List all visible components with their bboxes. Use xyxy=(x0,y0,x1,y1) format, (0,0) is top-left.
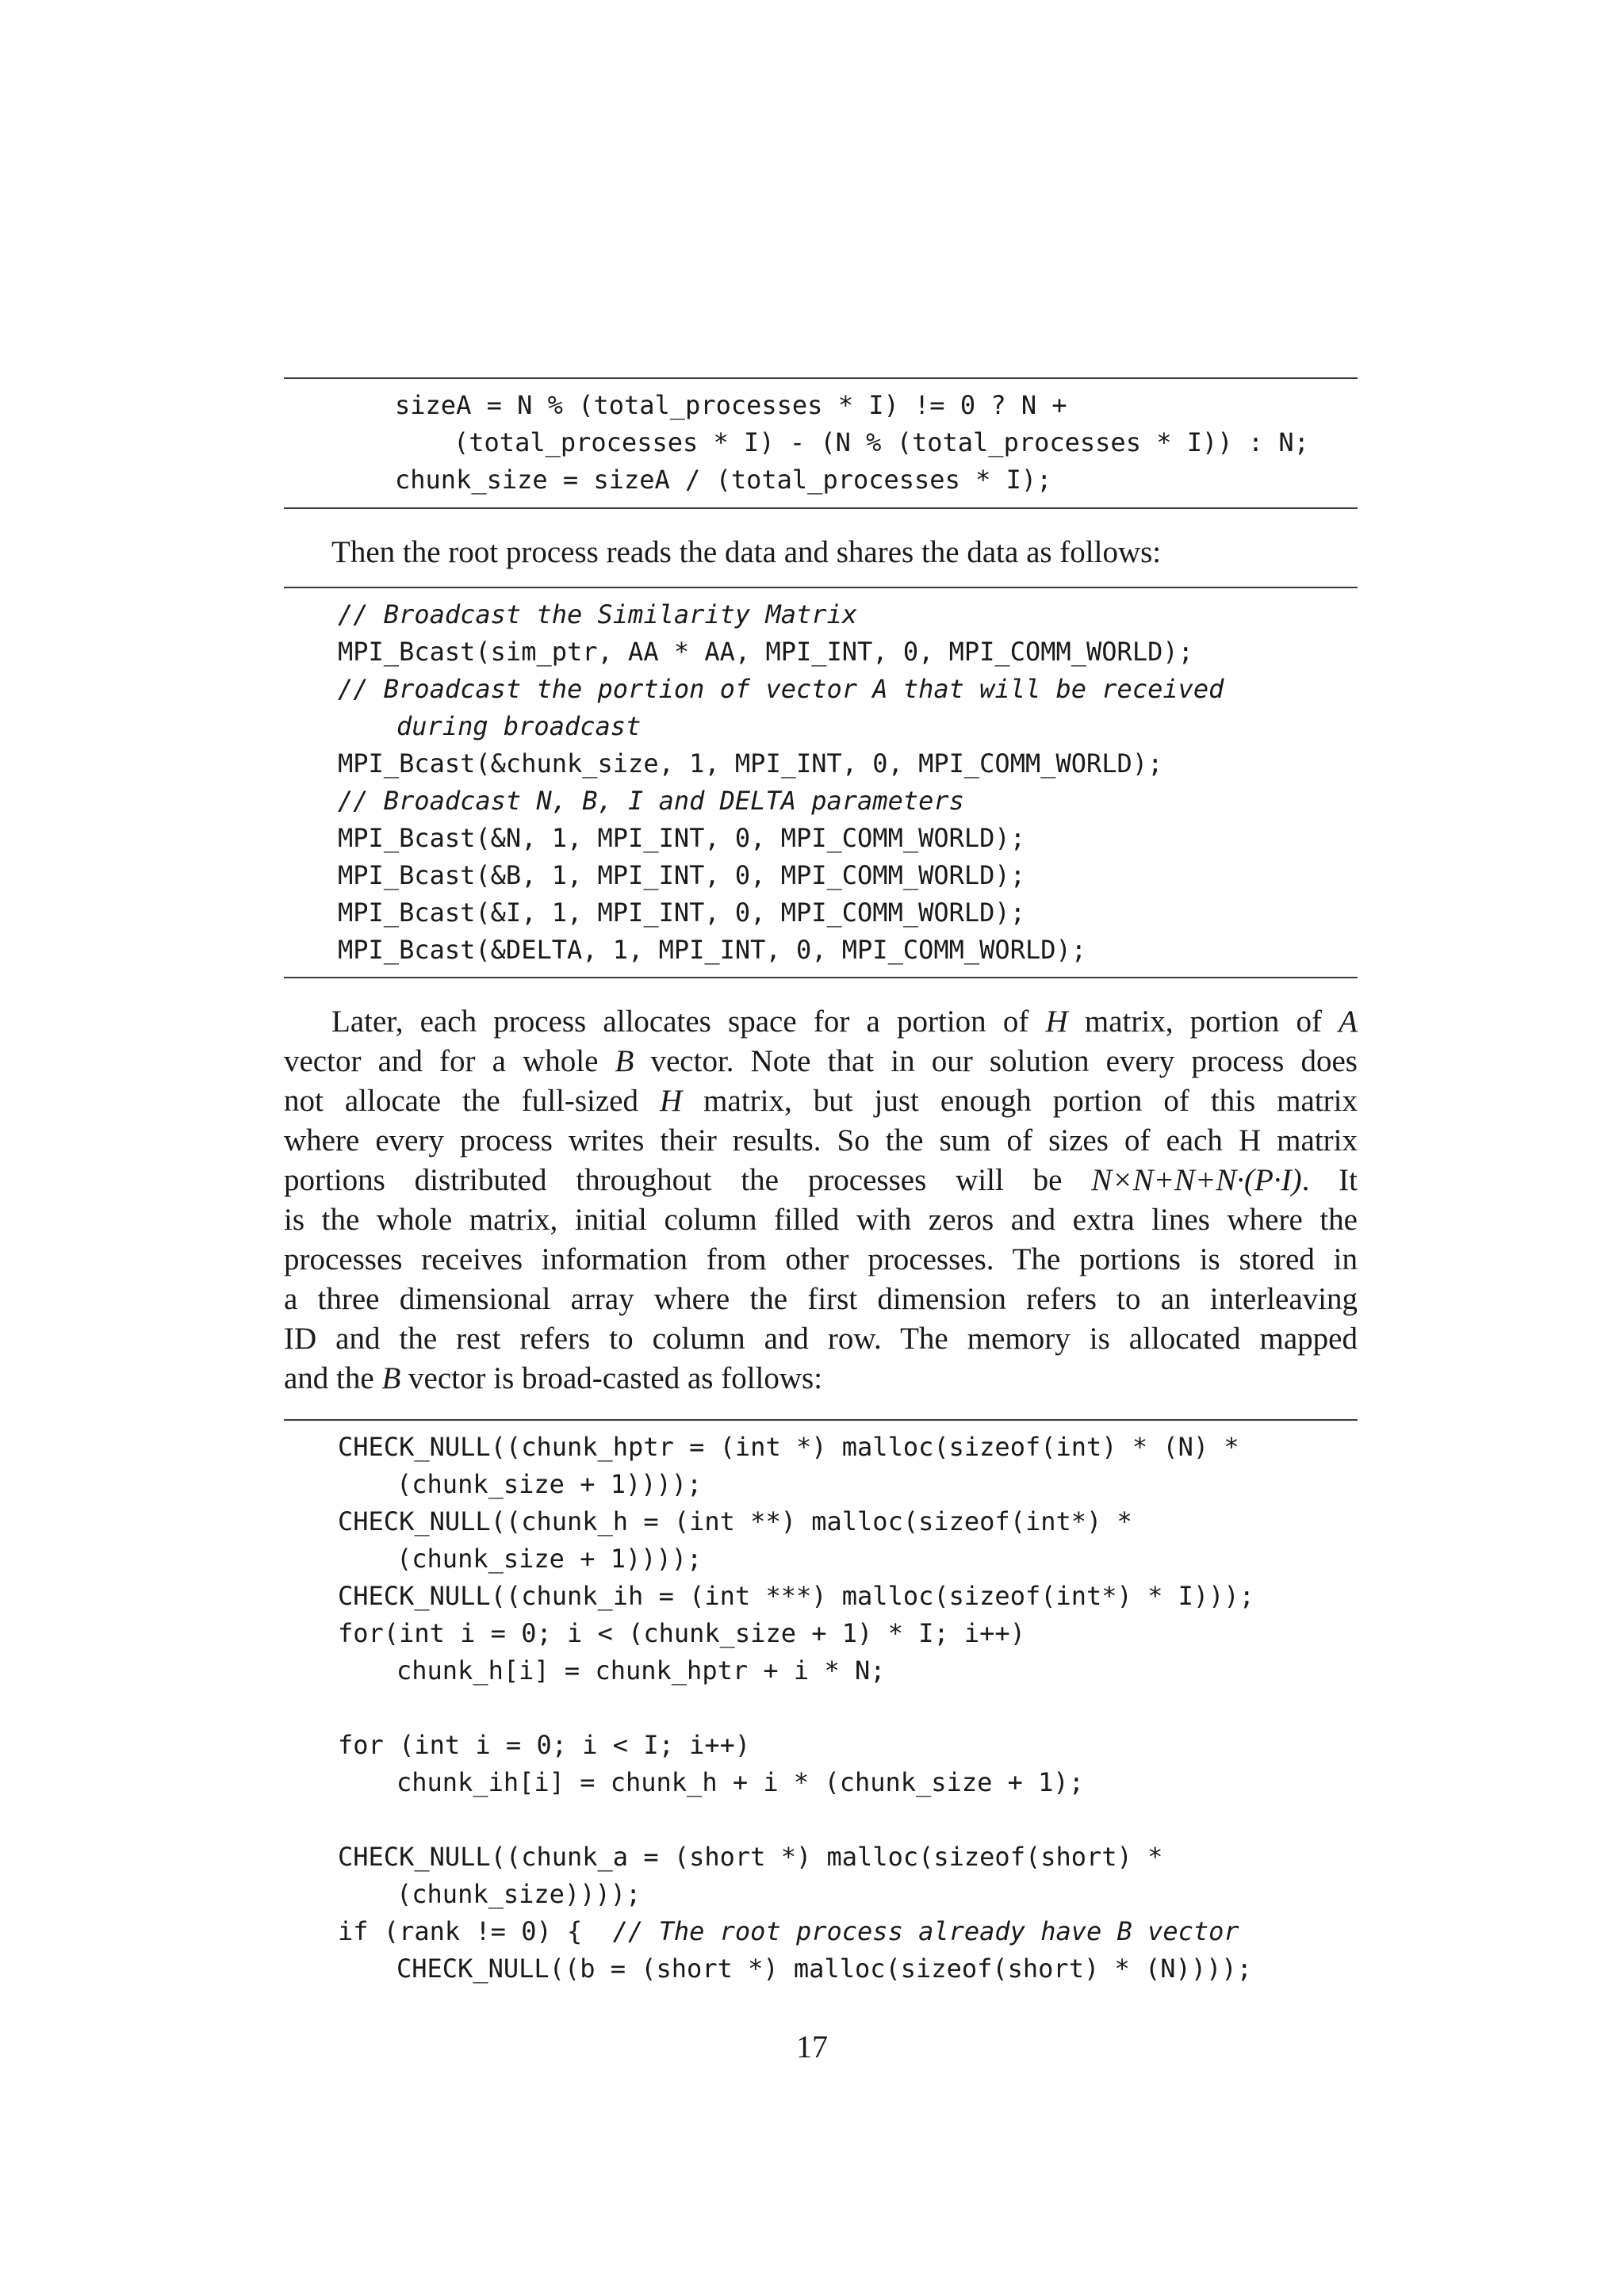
code-line: chunk_ih[i] = chunk_h + i * (chunk_size + 1); xyxy=(396,1767,1084,1797)
code-line: MPI_Bcast(sim_ptr, AA * AA, MPI_INT, 0, MPI_COMM_WORLD); xyxy=(338,637,1193,667)
code-comment: // Broadcast N, B, I and DELTA parameters xyxy=(338,786,964,816)
code-line: for (int i = 0; i < I; i++) xyxy=(338,1730,751,1760)
code-line: sizeA = N % (total_processes * I) != 0 ? N + xyxy=(395,390,1067,420)
code-line: MPI_Bcast(&N, 1, MPI_INT, 0, MPI_COMM_WORLD); xyxy=(338,823,1025,853)
code-line: chunk_h[i] = chunk_hptr + i * N; xyxy=(396,1655,886,1686)
code-line: CHECK_NULL((chunk_hptr = (int *) malloc(sizeof(int) * (N) * xyxy=(338,1432,1239,1462)
code-line: (chunk_size)))); xyxy=(396,1879,642,1909)
code-line: MPI_Bcast(&I, 1, MPI_INT, 0, MPI_COMM_WORLD); xyxy=(338,897,1025,928)
code-line: chunk_size = sizeA / (total_processes * I); xyxy=(395,465,1052,495)
code-block-allocation xyxy=(284,1419,1358,2022)
code-line: MPI_Bcast(&DELTA, 1, MPI_INT, 0, MPI_COMM_WORLD); xyxy=(338,935,1087,965)
page-number: 17 xyxy=(796,2029,828,2064)
paragraph-intro-broadcast: Then the root process reads the data and shares the data as follows: xyxy=(331,535,1162,569)
code-line: CHECK_NULL((b = (short *) malloc(sizeof(short) * (N)))); xyxy=(396,1954,1252,1984)
code-comment: during broadcast xyxy=(396,711,642,741)
code-line: if (rank != 0) { // The root process already have B vector xyxy=(338,1916,1239,1946)
code-line: MPI_Bcast(&chunk_size, 1, MPI_INT, 0, MPI_COMM_WORLD); xyxy=(338,748,1163,779)
code-line: (total_processes * I) - (N % (total_processes * I)) : N; xyxy=(454,427,1309,457)
code-line: (chunk_size + 1)))); xyxy=(396,1544,703,1574)
code-line: MPI_Bcast(&B, 1, MPI_INT, 0, MPI_COMM_WORLD); xyxy=(338,860,1025,890)
code-comment: // Broadcast the Similarity Matrix xyxy=(338,599,858,629)
code-block-size-computation xyxy=(284,377,1358,509)
code-block-broadcast xyxy=(284,587,1358,978)
math-expression: N×N+N+N·(P·I) xyxy=(1091,1163,1302,1197)
code-comment: // The root process already have B vector xyxy=(612,1916,1239,1946)
code-line: CHECK_NULL((chunk_h = (int **) malloc(sizeof(int*) * xyxy=(338,1506,1132,1536)
paragraph-memory-allocation: Later, each process allocates space for a portion of H matrix, portion of A vector and for a whole B vector. Note that in our solution every process does not allocate the full-sized H matrix, but just enough portion of this matrix where every process writes their results. So the sum of sizes of each H matrix portions distributed throughout the processes will be N×N+N+N·(P·I). It is the whole matrix, initial column filled with zeros and extra lines where the processes receives information from other processes. The portions is stored in a three dimensional array where the first dimension refers to an interleaving ID and the rest refers to column and row. The memory is allocated mapped and the B vector is broad-casted as follows: xyxy=(284,1004,1358,1395)
code-line: CHECK_NULL((chunk_a = (short *) malloc(sizeof(short) * xyxy=(338,1842,1163,1872)
code-line: for(int i = 0; i < (chunk_size + 1) * I; i++) xyxy=(338,1618,1025,1648)
code-comment: // Broadcast the portion of vector A that will be received xyxy=(338,674,1224,704)
code-line: CHECK_NULL((chunk_ih = (int ***) malloc(sizeof(int*) * I))); xyxy=(338,1581,1254,1611)
code-line: (chunk_size + 1)))); xyxy=(396,1469,703,1499)
